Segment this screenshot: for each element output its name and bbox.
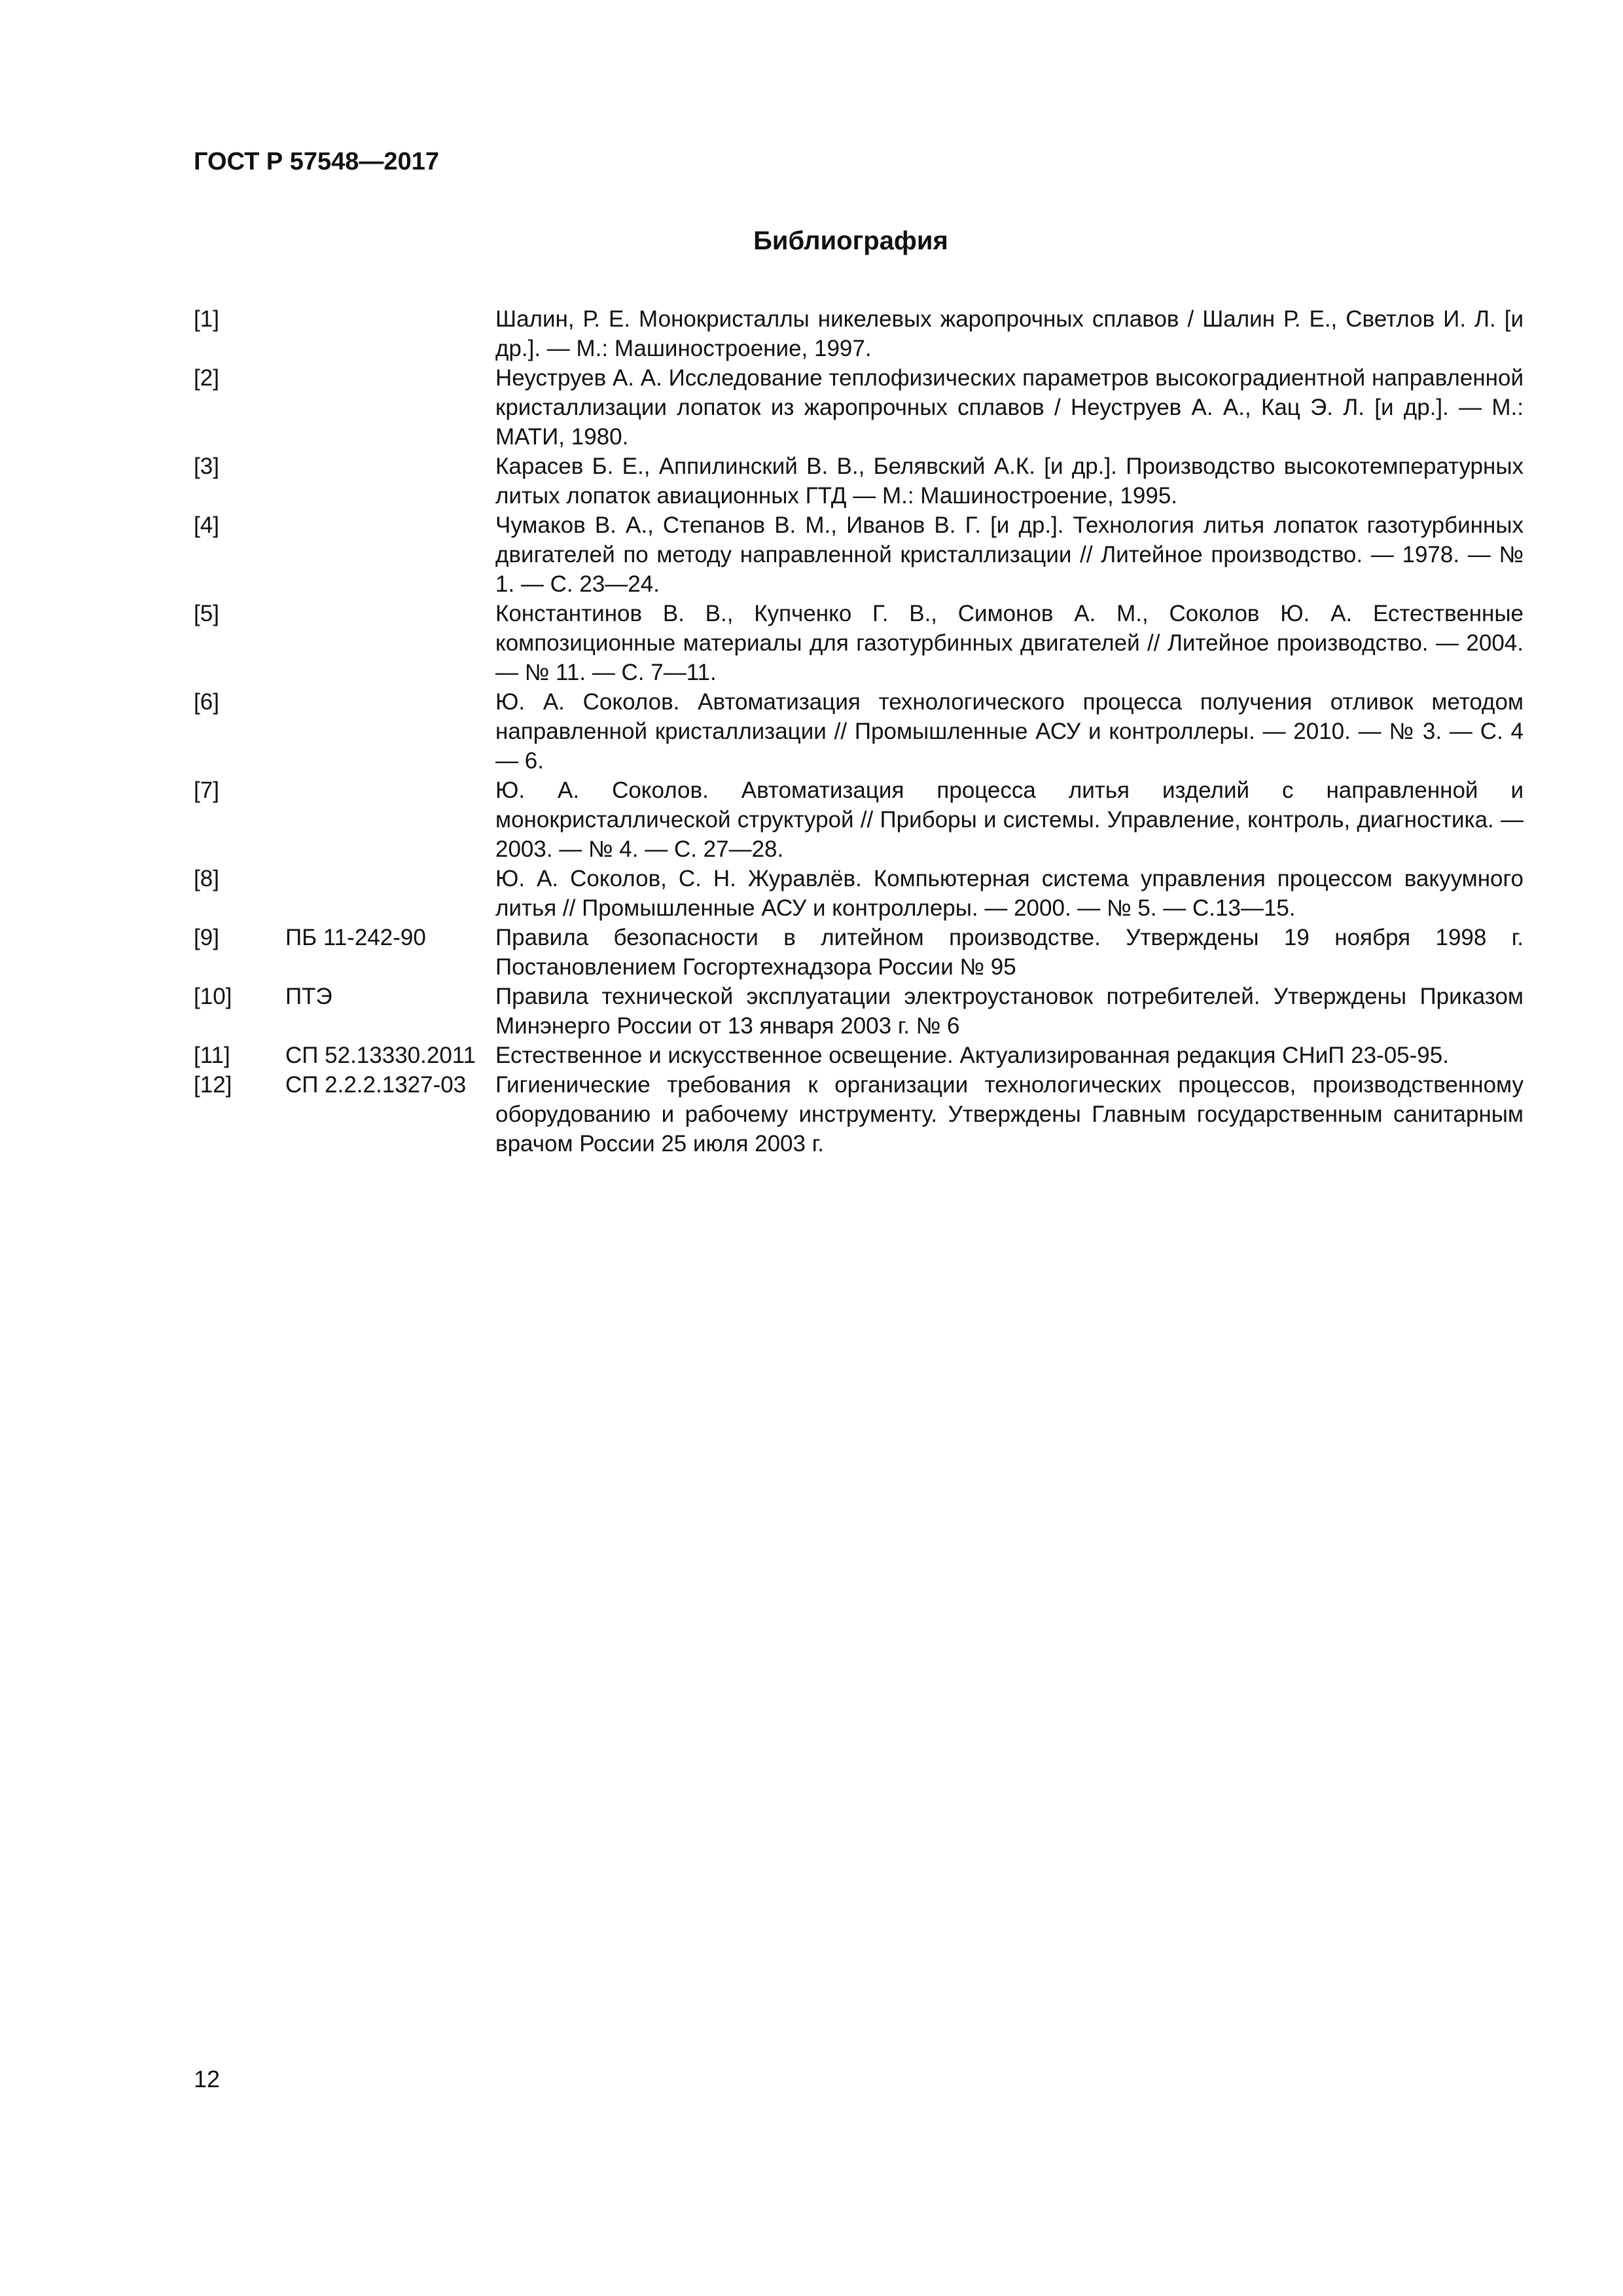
entry-text: Ю. А. Соколов. Автоматизация процесса литья изделий с направленной и монокристаллической структурой // Приборы и системы. Управление, контроль, диагностика. — 2003. — № 4. — С. 27—28. — [495, 778, 1524, 862]
entry-document-code: СП 2.2.2.1327-03 — [285, 1072, 467, 1098]
entry-text: Константинов В. В., Купченко Г. В., Симонов А. М., Соколов Ю. А. Естественные композиционные материалы для газотурбинных двигателей // Литейное производство. — 2004. — № 11. — С. 7—11. — [495, 601, 1524, 685]
entry-text: Гигиенические требования к организации технологических процессов, производственному оборудованию и рабочему инструменту. Утверждены Главным государственным санитарным врачом России 25 июля 2003 г. — [495, 1072, 1524, 1157]
entry-number: [8] — [194, 866, 219, 891]
entry-text: Естественное и искусственное освещение. Актуализированная редакция СНиП 23-05-95. — [495, 1043, 1449, 1068]
entry-document-code — [285, 687, 495, 776]
bibliography-entry — [194, 923, 1524, 982]
entry-text: Правила технической эксплуатации электроустановок потребителей. Утверждены Приказом Минэнерго России от 13 января 2003 г. № 6 — [495, 984, 1524, 1039]
entry-number: [6] — [194, 689, 219, 715]
entry-number: [11] — [194, 1043, 230, 1068]
entry-text: Чумаков В. А., Степанов В. М., Иванов В. Г. [и др.]. Технология литья лопаток газотурбинных двигателей по методу направленной кристаллизации // Литейное производство. — 1978. — № 1. — С. 23—24. — [495, 512, 1524, 597]
bibliography-entry — [194, 687, 1524, 776]
bibliography-entry — [194, 304, 1524, 363]
entry-number: [10] — [194, 984, 232, 1009]
entry-number: [5] — [194, 601, 219, 626]
document-code: ГОСТ Р 57548—2017 — [194, 148, 439, 175]
bibliography-entry — [194, 452, 1524, 511]
entry-number: [2] — [194, 365, 219, 391]
entry-document-code — [285, 599, 495, 687]
entry-document-code: СП 52.13330.2011 — [285, 1043, 476, 1068]
entry-document-code: ПТЭ — [285, 984, 332, 1009]
bibliography-entry — [194, 363, 1524, 452]
bibliography-entry — [194, 982, 1524, 1041]
entry-text: Шалин, Р. Е. Монокристаллы никелевых жаропрочных сплавов / Шалин Р. Е., Светлов И. Л. [и др.]. — М.: Машиностроение, 1997. — [495, 306, 1524, 361]
entry-number: [9] — [194, 925, 219, 950]
page-number: 12 — [194, 2066, 221, 2092]
entry-number: [4] — [194, 512, 219, 538]
entry-text: Ю. А. Соколов, С. Н. Журавлёв. Компьютерная система управления процессом вакуумного литья // Промышленные АСУ и контроллеры. — 2000. — № 5. — С.13—15. — [495, 866, 1524, 921]
bibliography-entry — [194, 864, 1524, 923]
bibliography-entry — [194, 776, 1524, 864]
bibliography-entry — [194, 1041, 1524, 1070]
bibliography-entry — [194, 1070, 1524, 1158]
entry-text: Ю. А. Соколов. Автоматизация технологического процесса получения отливок методом направленной кристаллизации // Промышленные АСУ и контроллеры. — 2010. — № 3. — С. 4 — 6. — [495, 689, 1524, 774]
bibliography-entry — [194, 511, 1524, 599]
entry-document-code — [285, 864, 495, 923]
entry-number: [1] — [194, 306, 219, 332]
entry-text: Неуструев А. А. Исследование теплофизических параметров высокоградиентной направленной кристаллизации лопаток из жаропрочных сплавов / Неуструев А. А., Кац Э. Л. [и др.]. — М.: МАТИ, 1980. — [495, 365, 1524, 450]
entry-number: [12] — [194, 1072, 232, 1098]
entry-text: Правила безопасности в литейном производстве. Утверждены 19 ноября 1998 г. Постановлением Госгортехнадзора России № 95 — [495, 925, 1524, 980]
entry-text: Карасев Б. Е., Аппилинский В. В., Белявский А.К. [и др.]. Производство высокотемпературных литых лопаток авиационных ГТД — М.: Машиностроение, 1995. — [495, 454, 1524, 509]
entry-document-code — [285, 511, 495, 599]
bibliography-entry — [194, 599, 1524, 687]
entry-number: [7] — [194, 778, 219, 803]
entry-document-code — [285, 363, 495, 452]
bibliography-list — [194, 304, 1524, 1158]
entry-document-code — [285, 776, 495, 864]
entry-document-code — [285, 304, 495, 363]
bibliography-heading: Библиография — [753, 226, 948, 255]
entry-number: [3] — [194, 454, 219, 479]
entry-document-code — [285, 452, 495, 511]
entry-document-code: ПБ 11-242-90 — [285, 925, 426, 950]
